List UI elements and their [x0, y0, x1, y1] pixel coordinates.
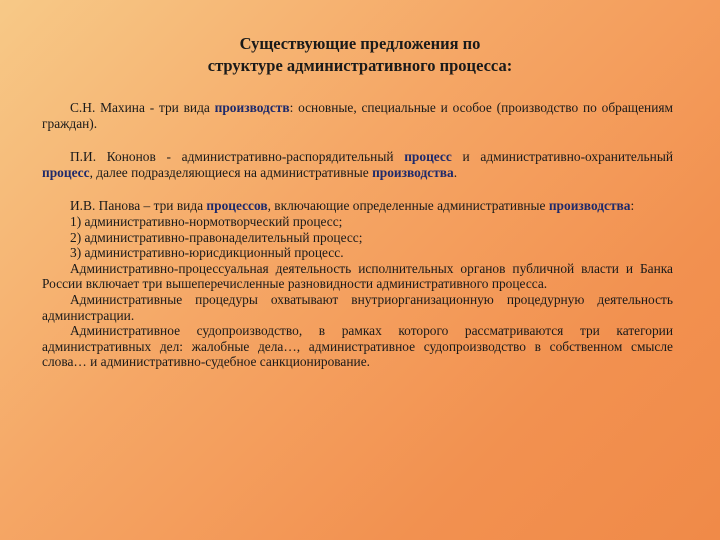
paragraph-panova	[42, 198, 673, 214]
term-proizvodstva: производства	[372, 164, 454, 180]
text-run: , включающие определенные административные	[267, 198, 549, 214]
spacer	[42, 180, 673, 198]
term-proizvodstva: производства	[548, 198, 631, 214]
paragraph-procedures: Административные процедуры охватывают внутриорганизационную процедурную деятельность администрации.	[42, 291, 673, 323]
title-line-1: Существующие предложения по	[239, 34, 481, 53]
list-item: 1) административно-нормотворческий процесс;	[70, 213, 343, 229]
term-proizvodstv: производств	[214, 100, 290, 115]
text-run: , далее подразделяющиеся на административные	[89, 164, 373, 180]
text-run: И.В. Панова – три вида	[70, 198, 207, 214]
term-process: процесс	[42, 164, 90, 180]
title-line-2: структуре административного процесса:	[207, 56, 513, 75]
text-run: : основные, специальные и особое (производство по обращениям граждан).	[42, 100, 673, 131]
term-processov: процессов	[206, 198, 268, 214]
term-process: процесс	[404, 149, 452, 165]
spacer	[42, 131, 673, 149]
paragraph-activity: Административно-процессуальная деятельность исполнительных органов публичной власти и Банка России включает три вышеперечисленные разновидности административного процесса.	[42, 260, 673, 292]
paragraph-makhina	[42, 100, 673, 131]
paragraph-kononov	[42, 149, 673, 180]
text-run: С.Н. Махина - три вида	[70, 100, 215, 115]
list-item: 3) административно-юрисдикционный процесс.	[70, 245, 344, 261]
text-run: П.И. Кононов - административно-распорядительный	[70, 149, 405, 165]
text-run: :	[630, 198, 635, 214]
text-run: .	[453, 164, 458, 180]
list-item: 2) административно-правонаделительный процесс;	[70, 229, 363, 245]
slide-title	[0, 33, 720, 77]
paragraph-judicial: Административное судопроизводство, в рамках которого рассматриваются три категории административных дел: жалобные дела…, административное судопроизводство в собственном смысле слова… и административно-судебное санкционирование.	[42, 323, 673, 370]
text-run: и административно-охранительный	[451, 149, 673, 165]
slide-body	[42, 100, 673, 370]
